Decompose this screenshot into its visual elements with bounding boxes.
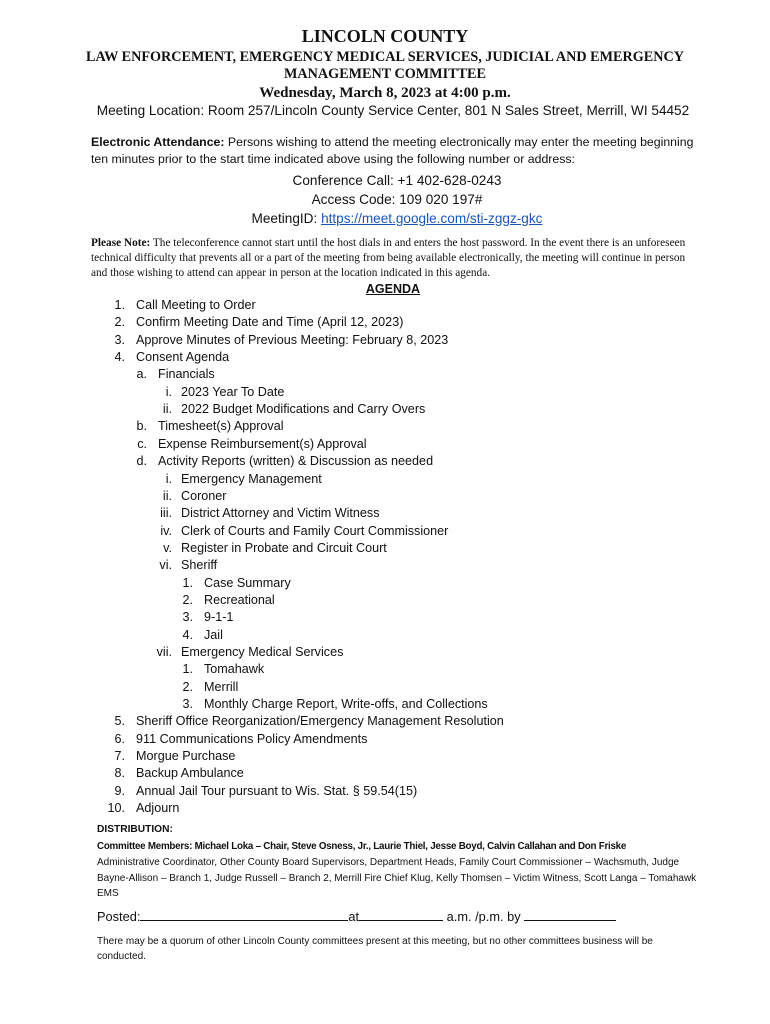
electronic-attendance-label: Electronic Attendance: [91,135,225,149]
agenda-item-text: Merrill [204,679,239,694]
agenda-item-text: Adjourn [136,801,180,816]
agenda-item [0,385,770,402]
electronic-attendance-text: Persons wishing to attend the meeting electronically may enter the meeting beginning ten minutes prior to the start time indicated above using the following number or address: [91,135,694,166]
agenda-item [0,367,770,384]
agenda-item-text: Jail [204,627,223,642]
agenda-item-text: Register in Probate and Circuit Court [181,540,387,555]
agenda-item [0,766,770,783]
agenda-item-text: Expense Reimbursement(s) Approval [158,436,367,451]
posted-ampm-label: a.m. /p.m. by [443,909,525,924]
posted-time-blank [359,908,443,921]
agenda-item-number: d. [136,454,147,469]
agenda-item-number: a. [136,367,147,382]
agenda-item-text: Annual Jail Tour pursuant to Wis. Stat. § 59.54(15) [136,783,418,798]
agenda-item-number: 2. [182,679,193,694]
agenda-item [0,645,770,662]
agenda-item [0,749,770,766]
county-title: LINCOLN COUNTY [301,26,469,46]
agenda-item-number: 4. [114,350,125,365]
agenda-item-number: 3. [182,610,193,625]
agenda-item-number: ii. [162,402,172,417]
agenda-item-number: 2. [182,592,193,607]
agenda-item-text: Morgue Purchase [136,749,236,764]
access-code: Access Code: 109 020 197# [311,192,483,207]
agenda-item-number: 4. [182,627,193,642]
agenda-item-number: 2. [114,315,125,330]
agenda-item-text: Tomahawk [204,662,265,677]
agenda-item [0,576,770,593]
agenda-item-number: 10. [107,801,125,816]
meeting-id [0,211,770,226]
agenda-item-number: vii. [156,645,172,659]
agenda-item [0,402,770,419]
agenda-item-text: Case Summary [204,575,291,590]
agenda-item [0,315,770,332]
agenda-item [0,419,770,436]
distribution-heading: DISTRIBUTION: [97,824,173,835]
agenda-item-text: Emergency Management [181,471,322,486]
agenda-item-text: District Attorney and Victim Witness [181,506,380,521]
posted-date-blank [140,908,348,921]
agenda-title: AGENDA [365,282,421,296]
agenda-item [0,298,770,315]
meeting-id-label: MeetingID: [251,211,322,226]
agenda-item-number: iii. [160,506,172,521]
agenda-item-text: Call Meeting to Order [136,298,256,312]
agenda-item-number: 6. [114,731,125,746]
agenda-item-text: 911 Communications Policy Amendments [136,731,368,746]
please-note-label: Please Note: [91,237,151,249]
agenda-item [0,662,770,679]
agenda-item-number: 8. [114,766,125,781]
agenda-item-text: Clerk of Courts and Family Court Commissioner [181,523,449,538]
agenda-item-text: Timesheet(s) Approval [158,419,284,434]
agenda-item-number: 1. [182,662,193,677]
agenda-item [0,610,770,627]
agenda-item-text: Monthly Charge Report, Write-offs, and Collections [204,697,488,712]
agenda-item [0,714,770,731]
agenda-item-text: Activity Reports (written) & Discussion as needed [158,454,434,469]
posted-label: Posted: [97,909,141,924]
agenda-item-text: Approve Minutes of Previous Meeting: February 8, 2023 [136,332,449,347]
agenda-item-text: 2022 Budget Modifications and Carry Overs [181,402,426,417]
committee-title: LAW ENFORCEMENT, EMERGENCY MEDICAL SERVICES, JUDICIAL AND EMERGENCY MANAGEMENT COMMITTEE [86,49,684,82]
agenda-item [0,680,770,697]
conference-call: Conference Call: +1 402-628-0243 [292,173,502,188]
posted-at-label: at [348,909,360,924]
committee-members: Committee Members: Michael Loka – Chair, Steve Osness, Jr., Laurie Thiel, Jesse Boyd, Calvin Callahan and Don Friske [97,841,627,852]
meeting-link[interactable]: https://meet.google.com/sti-zggz-gkc [321,211,543,226]
agenda-item-text: 9-1-1 [204,610,234,625]
agenda-item [0,454,770,471]
agenda-item-text: Sheriff [181,558,218,573]
meeting-datetime: Wednesday, March 8, 2023 at 4:00 p.m. [259,85,511,101]
agenda-item [0,489,770,506]
agenda-item-number: 3. [182,697,193,712]
agenda-item-text: Emergency Medical Services [181,645,344,659]
agenda-item [0,593,770,610]
agenda-item [0,524,770,541]
agenda-item-number: v. [163,540,172,555]
posted-by-blank [524,908,616,921]
agenda-item [0,628,770,645]
agenda-item [0,506,770,523]
agenda-item-text: 2023 Year To Date [181,384,285,399]
agenda-item-number: ii. [162,488,172,503]
agenda-item [0,801,770,818]
agenda-item [0,350,770,367]
quorum-notice: There may be a quorum of other Lincoln County committees present at this meeting, but no other committees business will be conducted. [97,936,653,962]
agenda-item [0,472,770,489]
electronic-attendance [91,134,701,168]
posted-line [97,908,616,924]
please-note-text: The teleconference cannot start until the host dials in and enters the host password. In the event there is an unforeseen technical difficulty that prevents all or a part of the meeting from being available electronically, the meeting will continue in person and those wishing to attend can appear in person at the location indicated in this agenda. [91,237,686,279]
agenda-item [0,558,770,575]
please-note [91,236,701,281]
agenda-item-number: 3. [114,332,125,347]
agenda-item [0,784,770,801]
agenda-item-text: Coroner [181,488,227,503]
agenda-item [0,697,770,714]
agenda-item-number: 1. [182,575,193,590]
agenda-item-number: iv. [160,523,172,538]
agenda-item [0,541,770,558]
agenda-item-number: c. [137,436,147,451]
agenda-item-number: vi. [159,558,172,573]
agenda-item-number: 1. [114,298,125,312]
agenda-item-number: 9. [114,783,125,798]
distribution-others: Administrative Coordinator, Other County Board Supervisors, Department Heads, Family Court Commissioner – Wachsmuth, Judge Bayne-Allison – Branch 1, Judge Russell – Branch 2, Merrill Fire Chief Klug, Kelly Thomsen – Victim Witness, Scott Langa – Tomahawk EMS [97,857,697,899]
agenda-item-text: Confirm Meeting Date and Time (April 12, 2023) [136,315,404,330]
agenda-item [0,437,770,454]
agenda-item-text: Sheriff Office Reorganization/Emergency Management Resolution [136,714,504,729]
agenda-item-text: Recreational [204,592,275,607]
agenda-item-number: i. [165,471,172,486]
meeting-location: Meeting Location: Room 257/Lincoln County Service Center, 801 N Sales Street, Merrill, WI 54452 [96,103,690,118]
agenda-item-number: 5. [114,714,125,729]
agenda-item-text: Consent Agenda [136,350,230,365]
agenda-item-number: i. [165,384,172,399]
agenda-item-number: b. [136,419,147,434]
agenda-item-text: Financials [158,367,215,382]
agenda-item [0,732,770,749]
agenda-item [0,333,770,350]
agenda-item-number: 7. [114,749,125,764]
agenda-item-text: Backup Ambulance [136,766,244,781]
